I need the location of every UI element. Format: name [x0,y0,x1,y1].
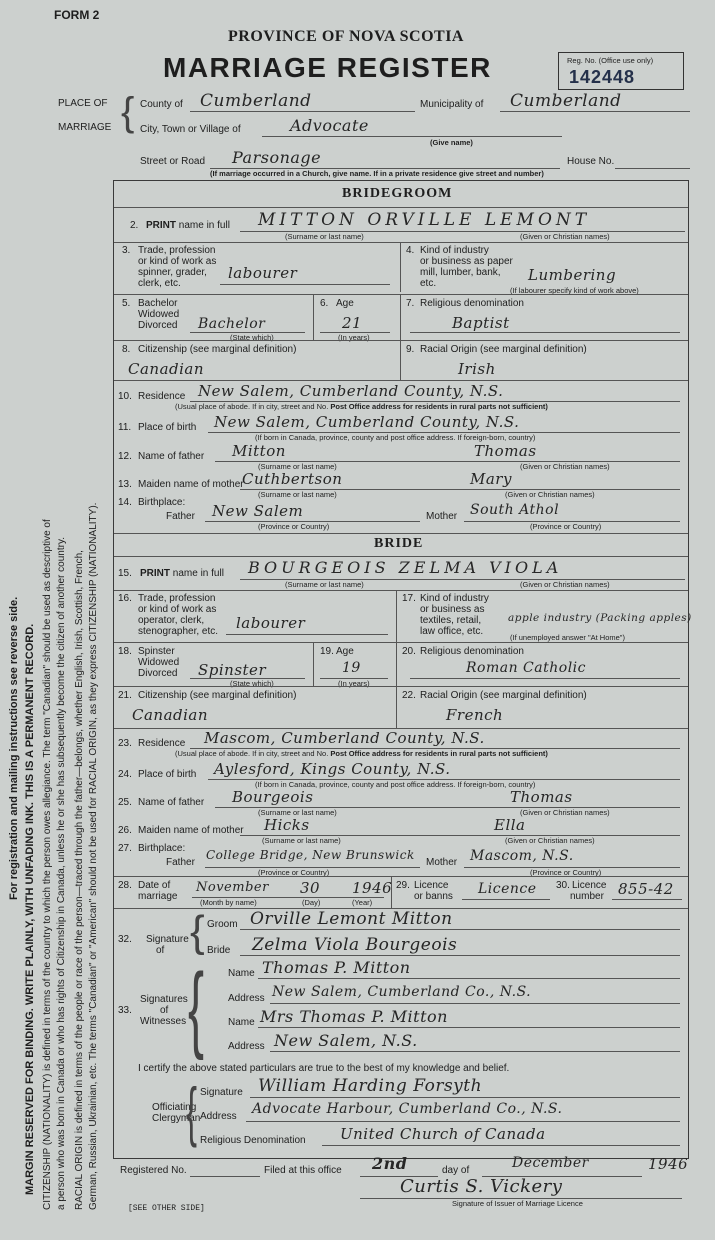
bride-age: 19 [342,660,361,676]
groom-father-num: 12. [118,451,132,462]
bride-parents-birthplace-num: 27. [118,843,132,854]
licence-number-num: 30. [556,880,570,891]
groom-age: 21 [342,314,363,332]
marriage-year: 1946 [352,879,393,897]
house-label: House No. [567,156,615,167]
marriage-day: 30 [300,879,321,897]
day-of-label: day of [442,1165,470,1176]
bride-father-bp-label: Father [166,857,195,868]
groom-industry-l4: etc. [420,278,437,289]
row-line-16 [114,642,688,643]
bride-mother-label: Maiden name of mother [138,825,244,836]
groom-father-given: Thomas [474,442,537,460]
bride-sig-line [240,955,680,956]
marriage-date-l2: marriage [138,891,178,902]
side-note-1: For registration and mailing instructions see reverse side. [8,596,20,900]
groom-racial-num: 9. [406,344,415,355]
groom-mother-bp-label: Mother [426,511,458,522]
groom-state-num: 5. [122,298,131,309]
col-divider-21-22 [396,686,397,728]
licence-banns-num: 29. [396,880,410,891]
groom-state-l2: Widowed [138,309,180,320]
groom-mother-bp-hint: (Province or Country) [530,522,602,531]
street-label: Street or Road [140,156,206,167]
side-note-5: RACIAL ORIGIN is defined in terms of the people or race of the person—traced through the father—belongs, whether English, Irish, Scottish, French, [74,550,85,1210]
county-label: County of [140,99,183,110]
bride-citizenship: Canadian [132,706,209,724]
bride-industry: apple industry (Packing apples) [508,612,692,624]
bride-parents-birthplace-label: Birthplace: [138,843,186,854]
witness2-address-line [270,1051,680,1052]
witness1-name: Thomas P. Mitton [262,958,411,977]
groom-trade-l2: or kind of work as [138,256,217,267]
bride-name-label: PRINT name in full [140,568,224,579]
bride-state: Spinster [198,661,267,679]
groom-state-l1: Bachelor [138,298,178,309]
issuer-signature: Curtis S. Vickery [400,1176,563,1197]
groom-section-title: BRIDEGROOM [342,186,453,201]
groom-birthplace-label: Place of birth [138,422,197,433]
place-brace: { [121,90,135,134]
bride-trade-l3: operator, clerk, [138,615,205,626]
witness2-name-label: Name [228,1017,255,1028]
clergy-signature: William Harding Forsyth [258,1076,483,1096]
reg-number-box [558,52,684,90]
bride-header-bottom [114,556,688,557]
licence-banns-line [462,899,550,900]
groom-surname-hint: (Surname or last name) [285,232,364,241]
groom-father-surname: Mitton [232,442,286,460]
city-line [262,136,562,137]
groom-header-line [114,207,688,208]
marriage-date-num: 28. [118,880,132,891]
filed-year: 1946 [648,1155,689,1173]
groom-father-birthplace: New Salem [212,502,304,520]
groom-father-surname-hint: (Surname or last name) [258,462,337,471]
groom-residence-label: Residence [138,391,186,402]
bride-name: BOURGEOIS ZELMA VIOLA [248,558,563,577]
bride-trade-num: 16. [118,593,132,604]
witness2-address: New Salem, N.S. [274,1031,418,1050]
sig-l2: of [156,945,165,956]
bride-religion-num: 20. [402,646,416,657]
bride-state-l1: Spinster [138,646,175,657]
witness2-address-label: Address [228,1041,265,1052]
groom-racial: Irish [458,360,496,378]
clergy-sig-line [250,1097,680,1098]
reg-number: 142448 [569,67,636,87]
bride-father-surname: Bourgeois [232,788,314,806]
groom-industry: Lumbering [528,266,617,284]
groom-trade-num: 3. [122,245,131,256]
col-divider-5-6 [313,294,314,340]
side-note-2: MARGIN RESERVED FOR BINDING. WRITE PLAINLY, WITH UNFADING INK. THIS IS A PERMANENT RECORD. [24,623,36,1195]
bride-section-title: BRIDE [374,536,424,551]
groom-mother-surname: Cuthbertson [242,470,343,488]
bride-birthplace: Aylesford, Kings County, N.S. [214,760,451,778]
bride-mother-birthplace: Mascom, N.S. [470,848,574,864]
officiating-brace: { [186,1074,198,1148]
groom-age-hint: (In years) [338,333,370,342]
bride-father-label: Name of father [138,797,205,808]
licence-banns-l1: Licence [414,880,449,891]
licence-number-line [612,899,682,900]
bride-mother-bp-label: Mother [426,857,458,868]
bride-residence-hint-text: (Usual place of abode. If in city, street and No. [175,749,329,758]
marriage-year-hint: (Year) [352,898,373,907]
clergy-religion: United Church of Canada [340,1125,546,1143]
clergy-sig-label: Signature [200,1087,243,1098]
groom-mother-surname-hint: (Surname or last name) [258,490,337,499]
groom-industry-l2: or business as paper [420,256,513,267]
witness-num: 33. [118,1005,132,1016]
certify-text: I certify the above stated particulars are true to the best of my knowledge and belief. [138,1063,510,1074]
form-title: MARRIAGE REGISTER [163,52,492,83]
groom-mother-given-hint: (Given or Christian names) [505,490,595,499]
groom-sig-label: Groom [207,919,238,930]
witness-l2: of [160,1005,169,1016]
bride-state-hint: (State which) [230,679,274,688]
place-label-1: PLACE OF [58,98,108,109]
witness2-name-line [258,1027,680,1028]
witness1-address: New Salem, Cumberland Co., N.S. [272,984,532,1000]
issuer-hint: Signature of Issuer of Marriage Licence [452,1199,583,1208]
groom-citizenship-label: Citizenship (see marginal definition) [138,344,297,355]
groom-trade-l4: clerk, etc. [138,278,181,289]
col-divider-6-7 [400,294,401,340]
city-value: Advocate [290,116,369,135]
groom-name: MITTON ORVILLE LEMONT [258,210,591,230]
marriage-month-hint: (Month by name) [200,898,257,907]
clergy-address-line [246,1121,680,1122]
licence-or-banns: Licence [478,881,537,897]
registered-line [190,1176,260,1177]
officiating-l1: Officiating [152,1102,197,1113]
bride-state-l3: Divorced [138,668,178,679]
col-divider-3-4 [400,242,401,292]
bride-mother-bp-hint: (Province or Country) [530,868,602,877]
groom-industry-l1: Kind of industry [420,245,489,256]
witness2-name: Mrs Thomas P. Mitton [260,1007,448,1026]
row-line-18 [114,686,688,687]
house-line [615,168,690,169]
groom-residence: New Salem, Cumberland County, N.S. [198,382,504,400]
groom-citizenship: Canadian [128,360,205,378]
groom-father-given-hint: (Given or Christian names) [520,462,610,471]
bride-state-l2: Widowed [138,657,180,668]
row-line-4 [114,340,688,341]
bride-religion-label: Religious denomination [420,646,524,657]
bride-industry-num: 17. [402,593,416,604]
bride-residence-label: Residence [138,738,186,749]
sig-brace: { [190,907,205,956]
groom-birthplace: New Salem, Cumberland County, N.S. [214,413,520,431]
witness1-address-label: Address [228,993,265,1004]
witness-l1: Signatures [140,994,188,1005]
groom-racial-label: Racial Origin (see marginal definition) [420,344,587,355]
licence-number: 855-42 [618,880,674,898]
groom-citizenship-num: 8. [122,344,131,355]
province-heading: PROVINCE OF NOVA SCOTIA [228,28,464,45]
groom-sig-line [240,929,680,930]
groom-name-label: PRINT name in full [146,220,230,231]
bride-racial-num: 22. [402,690,416,701]
sig-l1: Signature [146,934,189,945]
bride-father-birthplace: College Bridge, New Brunswick [206,848,415,862]
groom-birthplace-num: 11. [118,422,132,433]
bride-religion: Roman Catholic [466,660,586,676]
groom-trade: labourer [228,264,298,282]
marriage-month: November [196,880,269,895]
groom-state-l3: Divorced [138,320,178,331]
bride-racial-label: Racial Origin (see marginal definition) [420,690,587,701]
row-line-2 [114,242,688,243]
municipality-line [500,111,690,112]
groom-religion-line [410,332,680,333]
licence-number-l1: Licence [572,880,607,891]
side-note-3: CITIZENSHIP (NATIONALITY) is defined in terms of the country to which the person owes allegiance. The term "Canadian" should be used as descriptive of [42,519,53,1210]
filed-label: Filed at this office [264,1165,342,1176]
groom-trade-l3: spinner, grader, [138,267,207,278]
groom-name-num: 2. [130,220,139,231]
groom-given-hint: (Given or Christian names) [520,232,610,241]
bride-trade-line [226,634,388,635]
bride-residence-hint [175,749,548,758]
groom-age-num: 6. [320,298,329,309]
bride-age-hint: (In years) [338,679,370,688]
form-number: FORM 2 [54,8,100,22]
bride-mother-num: 26. [118,825,132,836]
groom-industry-l3: mill, lumber, bank, [420,267,501,278]
groom-religion: Baptist [452,314,510,332]
groom-trade-line [220,284,390,285]
bride-industry-l2: or business as [420,604,485,615]
marriage-date-l1: Date of [138,880,171,891]
filed-month: December [512,1155,589,1171]
groom-signature: Orville Lemont Mitton [250,909,453,929]
bride-given-hint: (Given or Christian names) [520,580,610,589]
county-value: Cumberland [200,91,312,111]
bride-age-label: Age [336,646,354,657]
bride-sig-label: Bride [207,945,231,956]
street-value: Parsonage [232,148,322,167]
groom-residence-hint-text: (Usual place of abode. If in city, street and No. [175,402,329,411]
col-divider-19-20 [396,642,397,686]
bride-surname-hint: (Surname or last name) [285,580,364,589]
witness-l3: Witnesses [140,1016,187,1027]
bride-mother-given-hint: (Given or Christian names) [505,836,595,845]
place-label-2: MARRIAGE [58,122,112,133]
side-note-6: German, Russian, Ukrainian, etc. The terms "Canadian" or "American" should not be used for RACIAL ORIGIN, as they express CITIZENSHIP (NATIONALITY). [88,502,99,1210]
bride-name-num: 15. [118,568,132,579]
officiating-l2: Clergyman [152,1113,201,1124]
bride-residence-hint-bold: Post Office address for residents in rural parts not sufficient) [330,749,548,758]
registered-label: Registered No. [120,1165,187,1176]
bride-father-given: Thomas [510,788,573,806]
bride-birthplace-hint: (If born in Canada, province, county and post office address. If foreign-born, country) [255,780,536,789]
groom-birthplace-hint: (If born in Canada, province, county and post office address. If foreign-born, country) [255,433,536,442]
bride-industry-hint: (If unemployed answer "At Home") [510,633,625,642]
col-divider-16-17 [396,590,397,642]
bride-residence: Mascom, Cumberland County, N.S. [204,729,485,747]
county-line [190,111,415,112]
groom-industry-num: 4. [406,245,415,256]
bride-birthplace-label: Place of birth [138,769,197,780]
groom-mother-birthplace: South Athol [470,502,560,518]
groom-parents-birthplace-label: Birthplace: [138,497,186,508]
street-note: (If marriage occurred in a Church, give name. If in a private residence give street and number) [210,169,544,178]
reg-number-label: Reg. No. (Office use only) [567,56,654,65]
witness1-address-line [270,1003,680,1004]
bride-trade-l2: or kind of work as [138,604,217,615]
bride-trade-l4: stenographer, etc. [138,626,219,637]
groom-industry-hint: (If labourer specify kind of work above) [510,286,639,295]
city-label: City, Town or Village of [140,124,241,135]
groom-age-label: Age [336,298,354,309]
licence-number-l2: number [570,891,604,902]
groom-father-label: Name of father [138,451,205,462]
bride-signature: Zelma Viola Bourgeois [252,935,458,955]
municipality-value: Cumberland [510,91,622,111]
groom-residence-hint [175,402,548,411]
filed-day: 2nd [372,1154,408,1173]
bride-industry-l1: Kind of industry [420,593,489,604]
give-name-hint: (Give name) [430,138,473,147]
clergy-religion-label: Religious Denomination [200,1135,306,1146]
bride-father-given-hint: (Given or Christian names) [520,808,610,817]
bride-trade-l1: Trade, profession [138,593,216,604]
bride-state-num: 18. [118,646,132,657]
row-line-3 [114,294,688,295]
bride-religion-line [410,678,680,679]
bride-citizenship-num: 21. [118,690,132,701]
groom-state-hint: (State which) [230,333,274,342]
sig-num: 32. [118,934,132,945]
groom-residence-num: 10. [118,391,132,402]
groom-mother-label: Maiden name of mother [138,479,244,490]
row-line-15 [114,590,688,591]
groom-state: Bachelor [198,316,266,332]
row-line-5 [114,380,688,381]
bride-father-num: 25. [118,797,132,808]
bride-mother-surname-hint: (Surname or last name) [262,836,341,845]
bride-age-num: 19. [320,646,334,657]
row-line-27 [114,876,688,877]
clergy-religion-line [322,1145,680,1146]
groom-mother-given: Mary [470,470,512,488]
bride-mother-given: Ella [494,816,526,834]
groom-religion-num: 7. [406,298,415,309]
bride-trade: labourer [236,614,306,632]
bride-industry-l3: textiles, retail, [420,615,482,626]
witness-brace: { [188,954,205,1061]
groom-residence-hint-bold: Post Office address for residents in rural parts not sufficient) [330,402,548,411]
groom-father-bp-label: Father [166,511,195,522]
bride-residence-num: 23. [118,738,132,749]
clergy-address-label: Address [200,1111,237,1122]
bride-citizenship-label: Citizenship (see marginal definition) [138,690,297,701]
col-divider-18-19 [313,642,314,686]
bride-mother-surname: Hicks [264,816,310,834]
bride-industry-l4: law office, etc. [420,626,484,637]
witness1-name-line [258,978,680,979]
bride-racial: French [446,706,504,724]
see-other-side: [SEE OTHER SIDE] [128,1204,205,1213]
bride-header-top [114,533,688,534]
col-divider-8-9 [400,340,401,380]
groom-parents-birthplace-num: 14. [118,497,132,508]
clergy-address: Advocate Harbour, Cumberland Co., N.S. [252,1101,563,1117]
groom-father-bp-hint: (Province or Country) [258,522,330,531]
groom-trade-l1: Trade, profession [138,245,216,256]
groom-religion-label: Religious denomination [420,298,524,309]
witness1-name-label: Name [228,968,255,979]
side-note-4: a person who was born in Canada or who has rights of Citizenship in Canada, unless he or she has subsequently become the citizen of another country. [56,537,67,1210]
bride-father-bp-hint: (Province or Country) [258,868,330,877]
licence-banns-l2: or banns [414,891,453,902]
bride-father-surname-hint: (Surname or last name) [258,808,337,817]
municipality-label: Municipality of [420,99,484,110]
bride-birthplace-num: 24. [118,769,132,780]
groom-mother-num: 13. [118,479,132,490]
marriage-day-hint: (Day) [302,898,321,907]
